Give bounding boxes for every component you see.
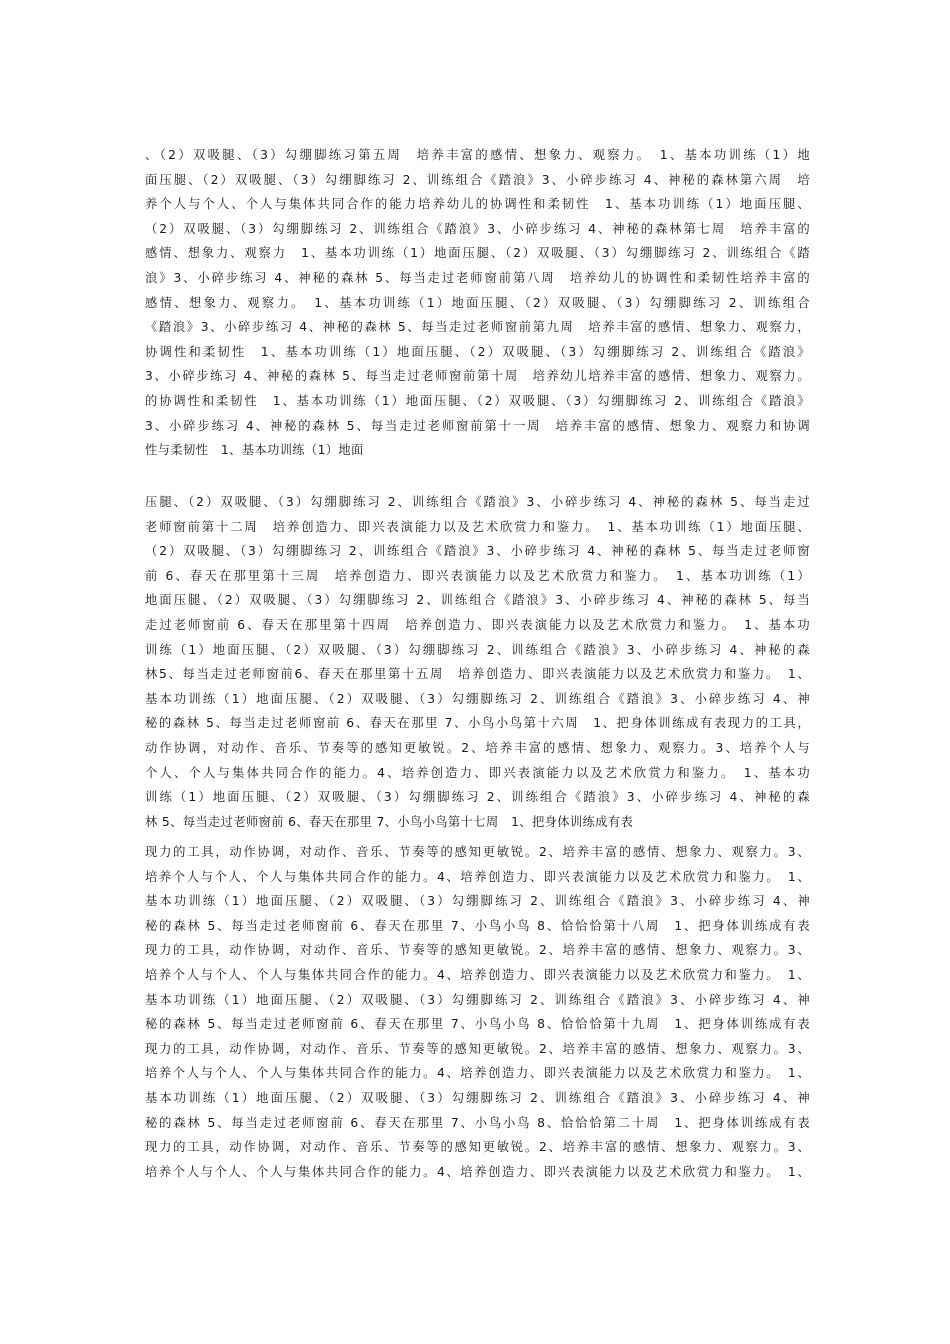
text-line: 现力的工具，动作协调，对动作、音乐、节奏等的感知更敏锐。2、培养丰富的感情、想象力、观察力。3、 [145, 1041, 810, 1056]
text-line: 基本功训练（1）地面压腿、（2）双吸腿、（3）勾绷脚练习 2、训练组合《踏浪》3、小碎步练习 4、神 [145, 992, 810, 1007]
text-line: 老师窗前第十二周 培养创造力、即兴表演能力以及艺术欣赏力和鉴力。 1、基本功训练（1）地面压腿、 [145, 519, 810, 534]
text-line: 培养个人与个人、个人与集体共同合作的能力。4、培养创造力、即兴表演能力以及艺术欣赏力和鉴力。 1、 [145, 967, 810, 982]
text-line: 现力的工具，动作协调，对动作、音乐、节奏等的感知更敏锐。2、培养丰富的感情、想象力、观察力。3、 [145, 845, 810, 859]
text-line: 培养个人与个人、个人与集体共同合作的能力。4、培养创造力、即兴表演能力以及艺术欣赏力和鉴力。 1、 [145, 1066, 810, 1081]
text-line: 3、小碎步练习 4、神秘的森林 5、每当走过老师窗前第十一周 培养丰富的感情、想象力、观察力和协调 [145, 418, 810, 433]
text-line: 训练（1）地面压腿、（2）双吸腿、（3）勾绷脚练习 2、训练组合《踏浪》3、小碎步练习 4、神秘的森 [145, 642, 810, 657]
text-line: 协调性和柔韧性 1、基本功训练（1）地面压腿、（2）双吸腿、（3）勾绷脚练习 2、训练组合《踏浪》 [145, 344, 810, 359]
text-line: 感情、想象力、观察力 1、基本功训练（1）地面压腿、（2）双吸腿、（3）勾绷脚练习 2、训练组合《踏 [145, 246, 810, 261]
text-line: 3、小碎步练习 4、神秘的森林 5、每当走过老师窗前第十周 培养幼儿培养丰富的感情、想象力、观察力。 [145, 369, 810, 384]
text-line: 训练（1）地面压腿、（2）双吸腿、（3）勾绷脚练习 2、训练组合《踏浪》3、小碎步练习 4、神秘的森 [145, 790, 810, 805]
text-line: 基本功训练（1）地面压腿、（2）双吸腿、（3）勾绷脚练习 2、训练组合《踏浪》3、小碎步练习 4、神 [145, 1090, 810, 1105]
text-line: 秘的森林 5、每当走过老师窗前 6、春天在那里 7、小鸟小鸟 8、恰恰恰第二十周 1、把身体训练成有表 [145, 1115, 810, 1130]
text-line: 面压腿、（2）双吸腿、（3）勾绷脚练习 2、训练组合《踏浪》3、小碎步练习 4、神秘的森林第六周 培 [145, 172, 810, 187]
text-line: 《踏浪》3、小碎步练习 4、神秘的森林 5、每当走过老师窗前第九周 培养丰富的感情、想象力、观察力， [145, 320, 810, 335]
text-line: 个人、个人与集体共同合作的能力。4、培养创造力、即兴表演能力以及艺术欣赏力和鉴力。 1、基本功 [145, 765, 810, 780]
text-line: 前 6、春天在那里第十三周 培养创造力、即兴表演能力以及艺术欣赏力和鉴力。 1、基本功训练（1） [145, 568, 810, 583]
text-line: 压腿、（2）双吸腿、（3）勾绷脚练习 2、训练组合《踏浪》3、小碎步练习 4、神秘的森林 5、每当走过 [145, 495, 810, 509]
text-line: 秘的森林 5、每当走过老师窗前 6、春天在那里 7、小鸟小鸟 8、恰恰恰第十九周 1、把身体训练成有表 [145, 1017, 810, 1032]
text-line: 性与柔韧性 1、基本功训练（1）地面 [145, 443, 364, 458]
paragraph-3 [145, 840, 810, 1184]
paragraph-2 [145, 490, 810, 834]
text-line: 的协调性和柔韧性 1、基本功训练（1）地面压腿、（2）双吸腿、（3）勾绷脚练习 2、训练组合《踏浪》 [145, 393, 810, 408]
text-line: 秘的森林 5、每当走过老师窗前 6、春天在那里 7、小鸟小鸟 8、恰恰恰第十八周 1、把身体训练成有表 [145, 918, 810, 933]
text-line: 培养个人与个人、个人与集体共同合作的能力。4、培养创造力、即兴表演能力以及艺术欣赏力和鉴力。 1、 [145, 1164, 810, 1179]
text-line: 培养个人与个人、个人与集体共同合作的能力。4、培养创造力、即兴表演能力以及艺术欣赏力和鉴力。 1、 [145, 869, 810, 884]
text-line: 、（2）双吸腿、（3）勾绷脚练习第五周 培养丰富的感情、想象力、观察力。 1、基本功训练（1）地 [145, 148, 810, 162]
text-line: 秘的森林 5、每当走过老师窗前 6、春天在那里 7、小鸟小鸟第十六周 1、把身体训练成有表现力的工具， [145, 716, 810, 731]
text-line: 现力的工具，动作协调，对动作、音乐、节奏等的感知更敏锐。2、培养丰富的感情、想象力、观察力。3、 [145, 1140, 810, 1155]
text-line: 浪》3、小碎步练习 4、神秘的森林 5、每当走过老师窗前第八周 培养幼儿的协调性和柔韧性培养丰富的 [145, 270, 810, 285]
text-line: 感情、想象力、观察力。 1、基本功训练（1）地面压腿、（2）双吸腿、（3）勾绷脚练习 2、训练组合 [145, 295, 810, 310]
text-line: 现力的工具，动作协调，对动作、音乐、节奏等的感知更敏锐。2、培养丰富的感情、想象力、观察力。3、 [145, 943, 810, 958]
text-line: （2）双吸腿、（3）勾绷脚练习 2、训练组合《踏浪》3、小碎步练习 4、神秘的森林 5、每当走过老师窗 [145, 544, 810, 559]
text-line: 林 5、每当走过老师窗前 6、春天在那里 7、小鸟小鸟第十七周 1、把身体训练成有表 [145, 814, 634, 829]
paragraph-1 [145, 143, 810, 463]
text-line: 动作协调，对动作、音乐、节奏等的感知更敏锐。2、培养丰富的感情、想象力、观察力。3、培养个人与 [145, 740, 810, 755]
text-line: 基本功训练（1）地面压腿、（2）双吸腿、（3）勾绷脚练习 2、训练组合《踏浪》3、小碎步练习 4、神 [145, 691, 810, 706]
text-line: 基本功训练（1）地面压腿、（2）双吸腿、（3）勾绷脚练习 2、训练组合《踏浪》3、小碎步练习 4、神 [145, 894, 810, 909]
text-line: 养个人与个人、个人与集体共同合作的能力培养幼儿的协调性和柔韧性 1、基本功训练（1）地面压腿、 [145, 197, 810, 212]
text-line: （2）双吸腿、（3）勾绷脚练习 2、训练组合《踏浪》3、小碎步练习 4、神秘的森林第七周 培养丰富的 [145, 221, 810, 236]
text-line: 地面压腿、（2）双吸腿、（3）勾绷脚练习 2、训练组合《踏浪》3、小碎步练习 4、神秘的森林 5、每当 [145, 593, 810, 608]
text-line: 走过老师窗前 6、春天在那里第十四周 培养创造力、即兴表演能力以及艺术欣赏力和鉴力。 1、基本功 [145, 617, 810, 632]
text-line: 林5、每当走过老师窗前6、春天在那里第十五周 培养创造力、即兴表演能力以及艺术欣赏力和鉴力。 1、 [145, 667, 810, 682]
